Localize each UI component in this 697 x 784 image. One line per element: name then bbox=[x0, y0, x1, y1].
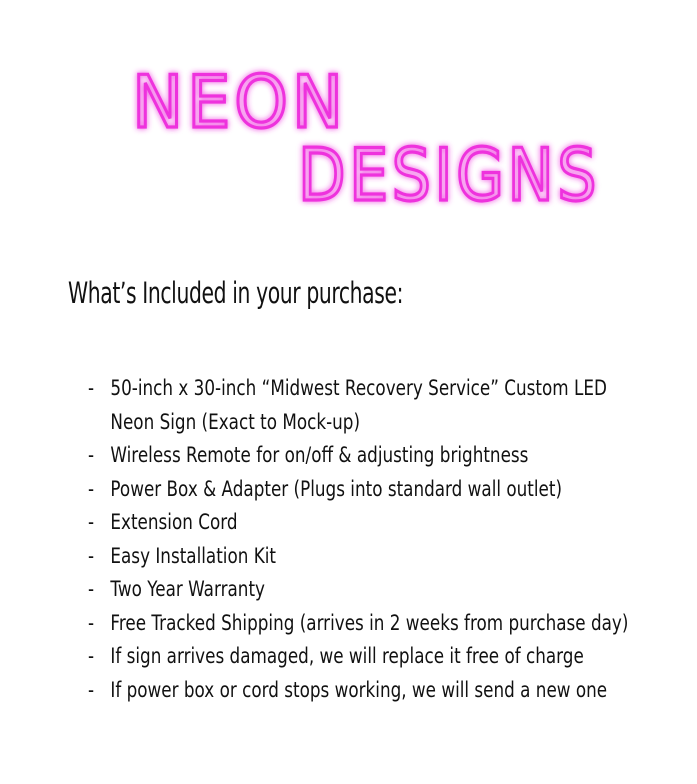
list-item bbox=[88, 640, 628, 674]
list-item bbox=[88, 540, 628, 574]
neon-designs-logo bbox=[0, 0, 697, 230]
list-item-text: 50-inch x 30-inch “Midwest Recovery Service” Custom LED bbox=[110, 376, 607, 400]
list-item-text: If power box or cord stops working, we will send a new one bbox=[110, 677, 608, 702]
logo-text-designs: DESIGNS bbox=[298, 133, 600, 217]
bullet-dash: - bbox=[88, 577, 95, 601]
bullet-dash: - bbox=[88, 476, 95, 501]
list-item-text: Power Box & Adapter (Plugs into standard wall outlet) bbox=[110, 476, 563, 501]
bullet-dash: - bbox=[88, 510, 95, 534]
list-item bbox=[88, 573, 628, 607]
list-item-text: Free Tracked Shipping (arrives in 2 weeks from purchase day) bbox=[110, 610, 629, 635]
list-item-text: Extension Cord bbox=[110, 510, 238, 534]
bullet-dash: - bbox=[88, 543, 95, 568]
included-heading: What’s Included in your purchase: bbox=[68, 276, 404, 310]
list-item bbox=[88, 506, 628, 540]
bullet-dash: - bbox=[88, 443, 95, 467]
list-item bbox=[88, 674, 628, 708]
bullet-dash: - bbox=[88, 644, 95, 668]
list-item bbox=[88, 607, 628, 641]
logo-text-neon: NEON bbox=[132, 60, 347, 144]
list-item bbox=[88, 372, 628, 439]
list-item bbox=[88, 439, 628, 473]
list-item-text-continued: Neon Sign (Exact to Mock-up) bbox=[110, 409, 361, 434]
bullet-dash: - bbox=[88, 677, 95, 702]
included-items-list bbox=[88, 372, 628, 707]
bullet-dash: - bbox=[88, 376, 95, 400]
bullet-dash: - bbox=[88, 610, 95, 635]
list-item-text: Two Year Warranty bbox=[110, 577, 265, 601]
list-item-text: Wireless Remote for on/off & adjusting brightness bbox=[110, 443, 529, 467]
list-item-text: Easy Installation Kit bbox=[110, 543, 277, 568]
list-item bbox=[88, 473, 628, 507]
list-item-text: If sign arrives damaged, we will replace it free of charge bbox=[110, 644, 584, 668]
neon-logo-graphic bbox=[0, 0, 697, 230]
